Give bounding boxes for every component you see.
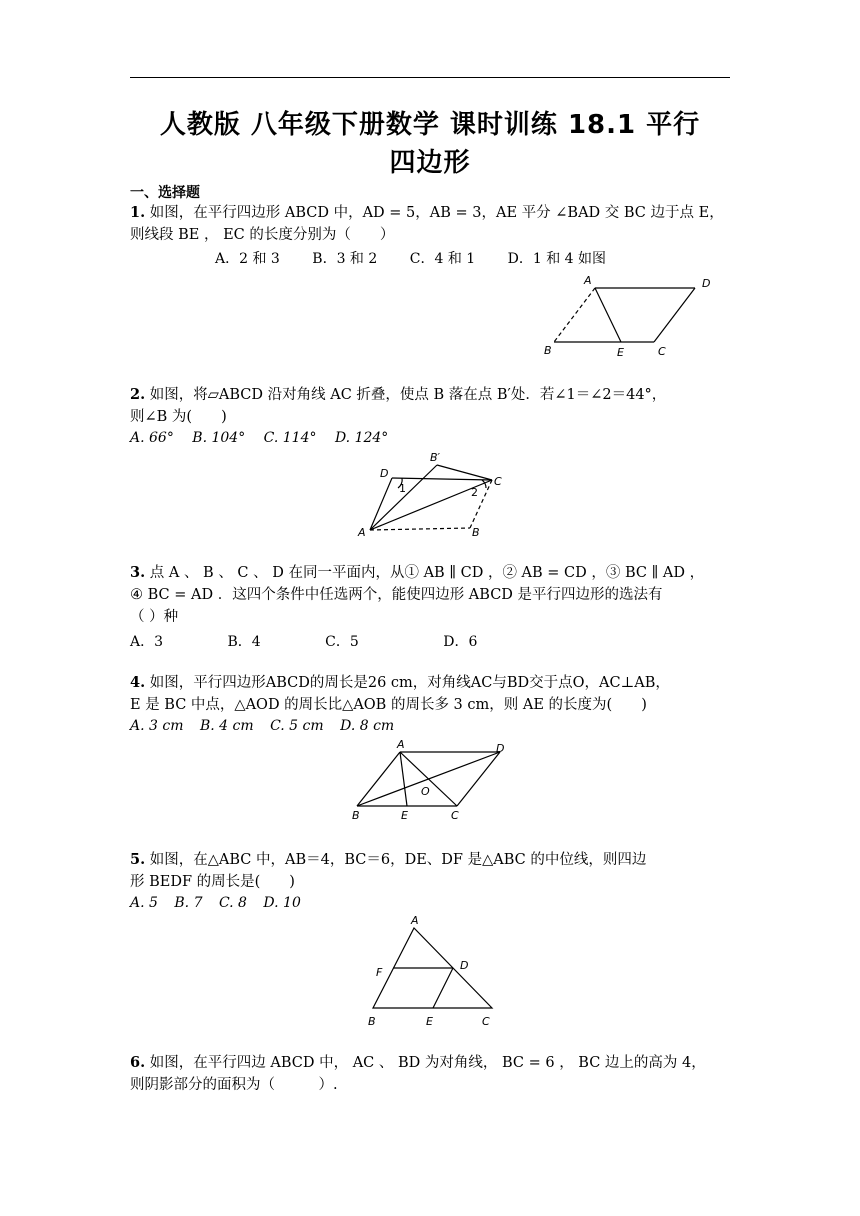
q4-option-a: A. 3 cm [130, 718, 184, 734]
q5-text-1: 如图，在△ABC 中，AB＝4，BC＝6，DE、DF 是△ABC 的中位线，则四边 [149, 852, 647, 868]
q5-number: 5. [130, 851, 146, 868]
q6-number: 6. [130, 1054, 146, 1071]
q4-option-c: C. 5 cm [270, 718, 324, 734]
q2-number: 2. [130, 386, 146, 403]
q3-option-b: B．4 [227, 634, 261, 650]
q2-label-angle-1: 1 [399, 482, 406, 495]
q5-options [130, 895, 329, 911]
q3-options [130, 631, 505, 651]
q4-label-b: B [352, 809, 360, 822]
q4-text-1: 如图，平行四边形ABCD的周长是26 cm，对角线AC与BD交于点O，AC⊥AB， [149, 675, 670, 691]
q5-option-b: B. 7 [174, 895, 203, 911]
q5-figure [360, 912, 500, 1032]
q1-options [215, 248, 634, 268]
q1-label-c: C [658, 345, 666, 358]
q4-options [130, 718, 422, 734]
q1-option-d: D．1 和 4 如图 [507, 251, 607, 267]
q1-option-a: A．2 和 3 [215, 251, 280, 267]
q4-figure [345, 738, 520, 828]
q4-segment-ae [400, 752, 407, 806]
q6-text-1: 如图，在平行四边 ABCD 中， AC 、 BD 为对角线， BC = 6 ， BC 边上的高为 4， [149, 1055, 706, 1071]
q5-line-1 [130, 850, 730, 870]
q6-line-1 [130, 1053, 730, 1073]
q4-line-2: E 是 BC 中点，△AOD 的周长比△AOB 的周长多 3 cm，则 AE 的长度为( ) [130, 697, 647, 713]
q4-line-1 [130, 673, 730, 693]
q4-label-a: A [397, 738, 405, 751]
q2-label-b-prime: B′ [430, 451, 441, 464]
q5-label-b: B [368, 1015, 376, 1028]
q3-option-c: C．5 [325, 634, 359, 650]
q5-label-d: D [460, 959, 469, 972]
title-line-1: 人教版 八年级下册数学 课时训练 18.1 平行 [159, 110, 701, 140]
q4-label-d: D [496, 742, 505, 755]
q1-line-2: 则线段 BE ， EC 的长度分别为（ ） [130, 227, 395, 243]
q1-label-d: D [702, 277, 711, 290]
q2-label-b: B [472, 526, 480, 539]
q1-segment-ae [595, 288, 621, 342]
q3-line-3: （ ）种 [130, 609, 179, 625]
q1-label-b: B [544, 344, 552, 357]
q1-option-c: C．4 和 1 [409, 251, 476, 267]
q2-line-1 [130, 385, 730, 405]
q5-label-e: E [426, 1015, 433, 1028]
q2-text-1: 如图，将▱ABCD 沿对角线 AC 折叠，使点 B 落在点 B′处．若∠1＝∠2＝44°， [149, 387, 667, 403]
q2-label-d: D [380, 467, 389, 480]
q5-label-c: C [482, 1015, 490, 1028]
header-rule [130, 77, 730, 78]
q2-line-2: 则∠B 为( ) [130, 409, 227, 425]
q4-label-o: O [421, 785, 430, 798]
q2-label-c: C [494, 475, 502, 488]
q3-number: 3. [130, 564, 146, 581]
q6-line-2: 则阴影部分的面积为（ ）. [130, 1077, 338, 1093]
title-line-2: 四边形 [389, 148, 471, 178]
q5-option-a: A. 5 [130, 895, 158, 911]
page-title [130, 106, 730, 182]
q2-label-a: A [358, 526, 366, 539]
q1-figure [540, 272, 720, 362]
q2-figure [352, 450, 512, 545]
q5-segment-de [433, 968, 453, 1008]
q3-option-d: D．6 [443, 634, 478, 650]
section-heading: 一、选择题 [130, 185, 200, 201]
q2-label-angle-2: 2 [471, 486, 478, 499]
q1-side-dc [654, 288, 695, 342]
q4-label-c: C [451, 809, 459, 822]
q2-option-c: C. 114° [263, 430, 317, 446]
q1-option-b: B．3 和 2 [312, 251, 378, 267]
q4-label-e: E [401, 809, 408, 822]
q1-number: 1. [130, 204, 146, 221]
q3-text-1: 点 A 、 B 、 C 、 D 在同一平面内，从① AB ∥ CD ，② AB = CD ，③ BC ∥ AD ， [149, 565, 705, 581]
q3-line-2: ④ BC = AD ．这四个条件中任选两个，能使四边形 ABCD 是平行四边形的选法有 [130, 587, 663, 603]
q1-line-1 [130, 203, 730, 223]
q3-option-a: A．3 [130, 634, 164, 650]
q1-side-ab [554, 288, 595, 342]
q5-label-f: F [376, 966, 383, 979]
q2-side-dc [392, 478, 492, 480]
q2-options [130, 430, 402, 446]
q3-line-1 [130, 563, 730, 583]
q2-side-ab [370, 528, 470, 530]
q1-text-1: 如图，在平行四边形 ABCD 中，AD = 5，AB = 3，AE 平分 ∠BAD 交 BC 边于点 E， [149, 205, 724, 221]
q1-label-a: A [584, 274, 592, 287]
q5-label-a: A [411, 914, 419, 927]
q1-label-e: E [617, 346, 624, 359]
q5-option-d: D. 10 [263, 895, 301, 911]
q5-line-2: 形 BEDF 的周长是( ) [130, 874, 295, 890]
q4-option-d: D. 8 cm [340, 718, 395, 734]
q2-option-d: D. 124° [334, 430, 389, 446]
q2-option-b: B. 104° [192, 430, 246, 446]
q4-number: 4. [130, 674, 146, 691]
q4-option-b: B. 4 cm [199, 718, 254, 734]
q5-option-c: C. 8 [218, 895, 247, 911]
q2-side-b-prime-c [437, 465, 492, 480]
q2-option-a: A. 66° [130, 430, 174, 446]
